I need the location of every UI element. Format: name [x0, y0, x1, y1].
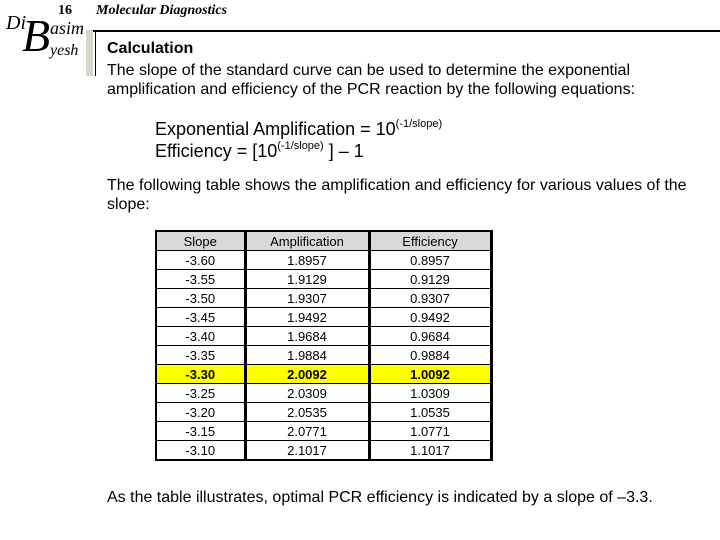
amplification-cell: 2.1017: [245, 441, 369, 461]
efficiency-cell: 0.9684: [369, 327, 491, 346]
table-header-row: [156, 231, 491, 251]
amplification-cell: 1.9129: [245, 270, 369, 289]
slope-efficiency-table: [155, 230, 493, 461]
table-intro-paragraph: The following table shows the amplification and efficiency for various values of the slope:: [107, 177, 687, 213]
logo-text-asim: asim: [50, 18, 85, 38]
slope-cell: -3.20: [156, 403, 245, 422]
section-title: Calculation: [107, 40, 194, 57]
equation-efficiency-suffix: ] – 1: [323, 141, 364, 161]
amplification-cell: 1.9307: [245, 289, 369, 308]
efficiency-cell: 1.0309: [369, 384, 491, 403]
table-row: [156, 289, 491, 308]
table-row: [156, 441, 491, 461]
efficiency-cell: 1.0092: [369, 365, 491, 384]
course-title: Molecular Diagnostics: [96, 3, 228, 18]
table-row-highlighted: [156, 365, 491, 384]
table-row: [156, 270, 491, 289]
amplification-cell: 1.9684: [245, 327, 369, 346]
header-accent-bar: [86, 30, 93, 76]
slide-number: 16: [58, 3, 72, 18]
logo-text-yesh: yesh: [50, 42, 79, 59]
logo-text-di: Di: [6, 12, 26, 34]
efficiency-cell: 1.1017: [369, 441, 491, 461]
slope-cell: -3.10: [156, 441, 245, 461]
amplification-cell: 2.0535: [245, 403, 369, 422]
column-header-efficiency: Efficiency: [369, 231, 491, 251]
table-row: [156, 327, 491, 346]
table-row: [156, 403, 491, 422]
efficiency-cell: 0.9492: [369, 308, 491, 327]
table-row: [156, 422, 491, 441]
equation-amplification-text: Exponential Amplification = 10: [155, 119, 396, 139]
slope-cell: -3.45: [156, 308, 245, 327]
amplification-cell: 2.0771: [245, 422, 369, 441]
column-header-slope: Slope: [156, 231, 245, 251]
slope-cell: -3.35: [156, 346, 245, 365]
amplification-cell: 2.0092: [245, 365, 369, 384]
logo-text-b: B: [22, 10, 51, 61]
amplification-cell: 1.8957: [245, 251, 369, 270]
slope-cell: -3.15: [156, 422, 245, 441]
equation-efficiency-text: Efficiency = [10: [155, 141, 278, 161]
slope-cell: -3.25: [156, 384, 245, 403]
column-header-amplification: Amplification: [245, 231, 369, 251]
table-row: [156, 308, 491, 327]
amplification-cell: 2.0309: [245, 384, 369, 403]
efficiency-cell: 0.9884: [369, 346, 491, 365]
equation-efficiency: [155, 135, 364, 162]
table-row: [156, 384, 491, 403]
efficiency-cell: 1.0535: [369, 403, 491, 422]
logo: [4, 12, 84, 70]
header-accent-line: [95, 30, 96, 76]
table-row: [156, 346, 491, 365]
intro-paragraph: The slope of the standard curve can be used to determine the exponential amplification and efficiency of the PCR reaction by the following equations:: [107, 62, 636, 98]
slope-cell: -3.30: [156, 365, 245, 384]
efficiency-cell: 0.9129: [369, 270, 491, 289]
efficiency-cell: 1.0771: [369, 422, 491, 441]
efficiency-cell: 0.9307: [369, 289, 491, 308]
slope-cell: -3.55: [156, 270, 245, 289]
amplification-cell: 1.9492: [245, 308, 369, 327]
slope-cell: -3.50: [156, 289, 245, 308]
equation-efficiency-exponent: (-1/slope): [277, 140, 324, 152]
equation-amplification-exponent: (-1/slope): [395, 118, 443, 130]
header-divider: [86, 30, 720, 32]
slope-cell: -3.60: [156, 251, 245, 270]
slope-cell: -3.40: [156, 327, 245, 346]
conclusion-paragraph: As the table illustrates, optimal PCR efficiency is indicated by a slope of –3.3.: [107, 489, 653, 506]
table-row: [156, 251, 491, 270]
efficiency-cell: 0.8957: [369, 251, 491, 270]
amplification-cell: 1.9884: [245, 346, 369, 365]
